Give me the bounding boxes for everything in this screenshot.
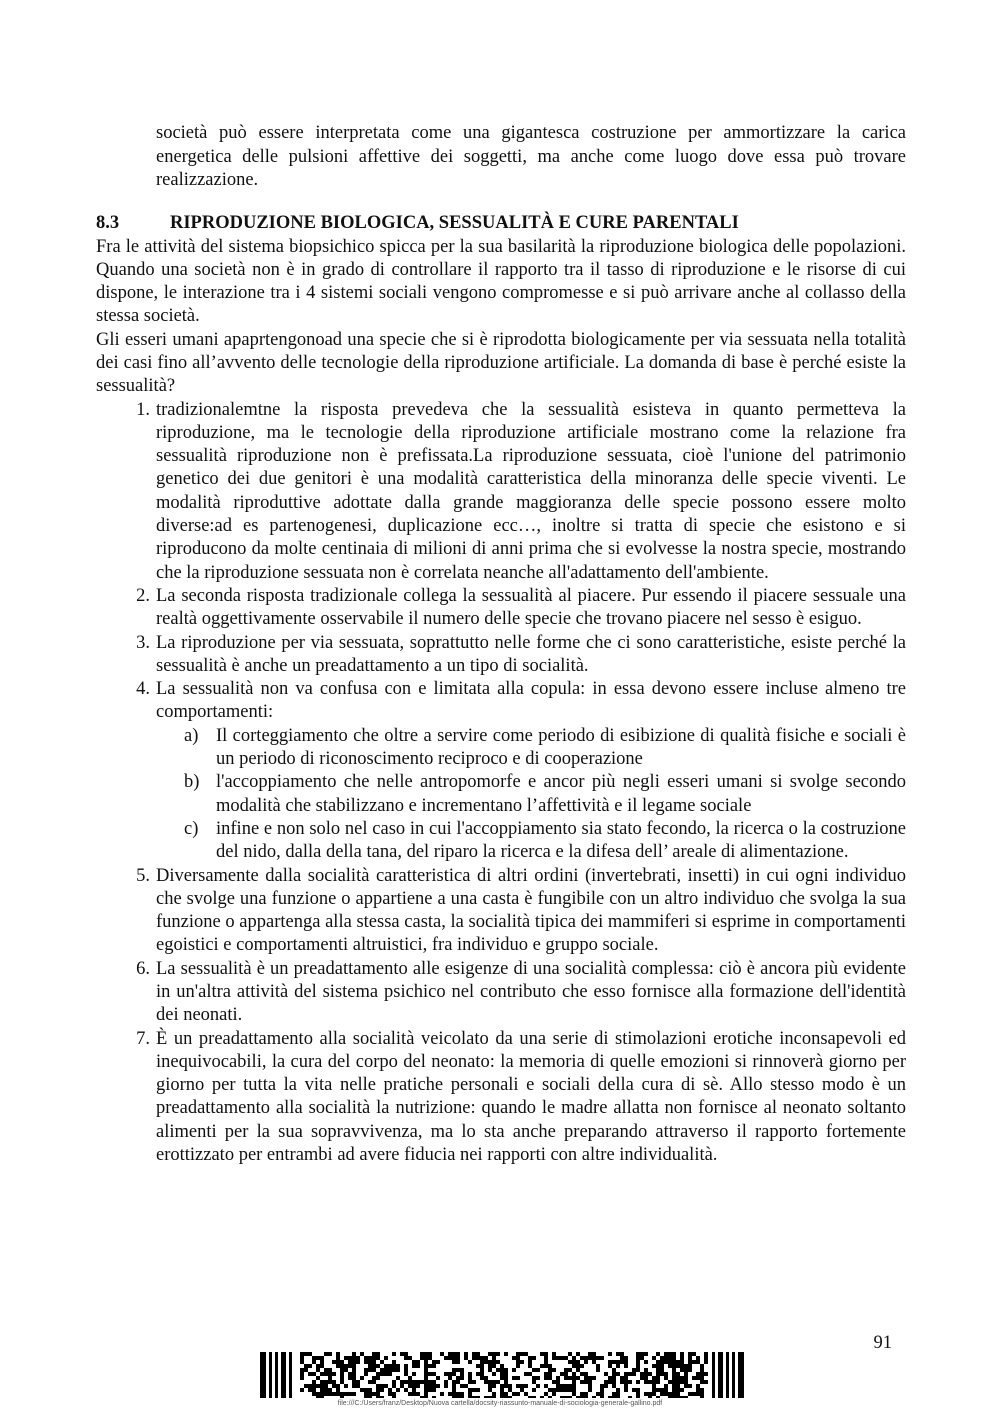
list-item-text: Diversamente dalla socialità caratteristica di altri ordini (invertebrati, insetti) in cui ogni individuo che svolge una funzione o appartiene a una casta è fungibile con un altro individuo che svolga la sua funzione o appartenga alla stessa casta, la socialità tipica dei mammiferi si esprime in comportamenti egoistici e comportamenti altruistici, fra individuo e gruppo sociale. [156, 865, 906, 956]
section-number: 8.3 [96, 213, 120, 233]
list-item [136, 632, 906, 679]
sublist-marker: c) [184, 818, 199, 839]
paragraph: Fra le attività del sistema biopsichico spicca per la sua basilarità la riproduzione biologica delle popolazioni. Quando una società non è in grado di controllare il rapporto tra il tasso di riproduzione e le risorse di cui dispone, le interazione tra i 4 sistemi sociali vengono compromesse e si può arrivare anche al collasso della stessa società. [96, 236, 906, 327]
paragraph: Gli esseri umani apaprtengonoad una specie che si è riprodotta biologicamente per via sessuata nella totalità dei casi fino all’avvento delle tecnologie della riproduzione artificiale. La domanda di base è perché esiste la sessualità? [96, 329, 906, 397]
list-item [136, 865, 906, 958]
lettered-sublist [156, 725, 906, 865]
sublist-item [184, 725, 906, 772]
section-heading [96, 212, 906, 236]
page-number: 91 [873, 1333, 892, 1353]
list-marker: 6. [136, 958, 150, 979]
list-item [136, 958, 906, 1028]
list-item [136, 678, 906, 864]
sublist-item-text: l'accoppiamento che nelle antropomorfe e ancor più negli esseri umani si svolge secondo modalità che stabilizzano e incrementano l’affettività e il legame sociale [216, 772, 906, 816]
section-title: RIPRODUZIONE BIOLOGICA, SESSUALITÀ E CURE PARENTALI [170, 213, 739, 233]
list-marker: 5. [136, 865, 150, 886]
list-marker: 2. [136, 585, 150, 606]
section-content [96, 212, 906, 1167]
sublist-item-text: infine e non solo nel caso in cui l'accoppiamento sia stato fecondo, la ricerca o la costruzione del nido, dalla della tana, del riparo la ricerca e la difesa dell’ areale di alimentazione. [216, 818, 906, 863]
list-marker: 7. [136, 1028, 150, 1049]
list-item-text: La sessualità è un preadattamento alle esigenze di una socialità complessa: ciò è ancora più evidente in un'altra attività del sistema psichico nel contributo che esso fornisce alla formazione dell'identità dei neonati. [156, 958, 906, 1026]
list-item-text: La riproduzione per via sessuata, soprattutto nelle forme che ci sono caratteristiche, esiste perché la sessualità è anche un preadattamento a un tipo di socialità. [156, 632, 906, 676]
list-marker: 4. [136, 679, 150, 700]
list-item-text: La seconda risposta tradizionale collega la sessualità al piacere. Pur essendo il piacere sessuale una realtà oggettivamente osservabile il numero delle specie che trovano piacere nel sesso è esiguo. [156, 585, 906, 630]
list-item [136, 1028, 906, 1168]
list-item [136, 399, 906, 585]
sublist-item [184, 771, 906, 818]
numbered-list [96, 399, 906, 1168]
barcode-image [260, 1352, 750, 1398]
sublist-item [184, 818, 906, 865]
footer-file-path: file:///C:/Users/franz/Desktop/Nuova cartella/docsity-riassunto-manuale-di-sociologia-generale-gallino.pdf [337, 1400, 663, 1407]
sublist-item-text: Il corteggiamento che oltre a servire come periodo di esibizione di qualità fisiche e sociali è un periodo di riconoscimento reciproco e di cooperazione [216, 725, 906, 770]
list-marker: 1. [136, 399, 150, 420]
list-marker: 3. [136, 632, 150, 653]
list-item [136, 585, 906, 632]
intro-paragraph: società può essere interpretata come una gigantesca costruzione per ammortizzare la carica energetica delle pulsioni affettive dei soggetti, ma anche come luogo dove essa può trovare realizzazione. [156, 123, 906, 190]
sublist-marker: b) [184, 772, 200, 793]
sublist-marker: a) [184, 725, 199, 746]
list-item-text: È un preadattamento alla socialità veicolato da una serie di stimolazioni erotiche inconsapevoli ed inequivocabili, la cura del corpo del neonato: la memoria di quelle emozioni si rinnoverà giorno per giorno per tutta la vita nelle pratiche personali e sociali della cura di sè. Allo stesso modo è un preadattamento alla socialità la nutrizione: quando le madre allatta non fornisce al neonato soltanto alimenti per la sua sopravvivenza, ma lo sta anche preparando attraverso il rapporto fortemente erottizzato per entrambi ad avere fiducia nei rapporti con altre individualità. [156, 1028, 906, 1166]
list-item-text: tradizionalemtne la risposta prevedeva che la sessualità esisteva in quanto permetteva la riproduzione, ma le tecnologie della riproduzione artificiale mostrano come la relazione fra sessualità riproduzione non è prefissata.La riproduzione sessuata, cioè l'unione del patrimonio genetico dei due genitori è una modalità caratteristica della minoranza delle specie viventi. Le modalità riproduttive adottate dalla grande maggioranza delle specie possono essere molto diverse:ad es partenogenesi, duplicazione ecc…, inoltre si tratta di specie che esistono e si riproducono da molte centinaia di milioni di anni prima che si evolvesse la nostra specie, mostrando che la riproduzione sessuata non è correlata neanche all'adattamento dell'ambiente. [156, 399, 906, 583]
list-item-text: La sessualità non va confusa con e limitata alla copula: in essa devono essere incluse almeno tre comportamenti: [156, 679, 906, 723]
